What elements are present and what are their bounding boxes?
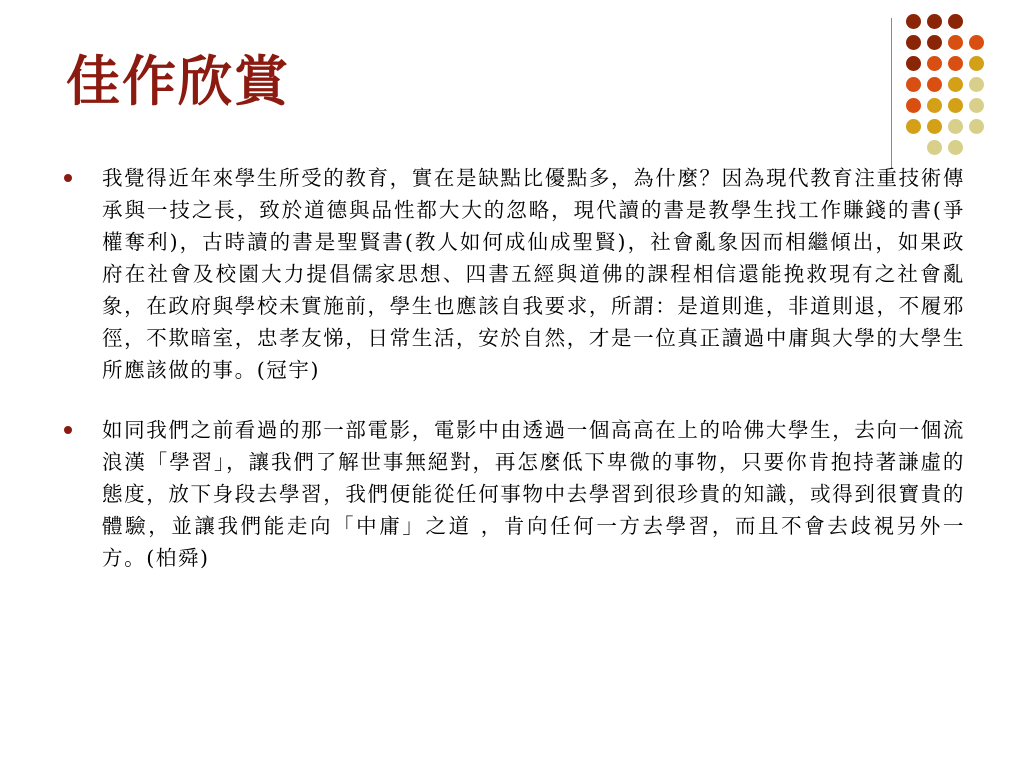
decorative-dot (927, 35, 942, 50)
decorative-dot (948, 35, 963, 50)
bullet-icon (64, 174, 72, 182)
decorative-dot (927, 77, 942, 92)
decorative-dot (948, 14, 963, 29)
decorative-dot (906, 56, 921, 71)
decorative-divider (891, 18, 892, 168)
bullet-item (60, 162, 965, 386)
decorative-dot (969, 56, 984, 71)
bullet-text: 如同我們之前看過的那一部電影，電影中由透過一個高高在上的哈佛大學生，去向一個流浪漢「學習」，讓我們了解世事無絕對，再怎麼低下卑微的事物，只要你肯抱持著謙虛的態度，放下身段去學習，我們便能從任何事物中去學習到很珍貴的知識，或得到很寶貴的體驗，並讓我們能走向「中庸」之道 ，肯向任何一方去學習，而且不會去歧視另外一方。(柏舜) (102, 418, 965, 570)
decorative-dot (969, 77, 984, 92)
decorative-dot (948, 98, 963, 113)
decorative-dot (948, 77, 963, 92)
decorative-dot (948, 56, 963, 71)
decorative-dot (927, 14, 942, 29)
decorative-dot-grid (906, 14, 1016, 164)
decorative-dot (948, 119, 963, 134)
bullet-item (60, 414, 965, 574)
decorative-dot (927, 56, 942, 71)
decorative-dot (969, 119, 984, 134)
decorative-dot (906, 35, 921, 50)
decorative-dot (927, 119, 942, 134)
decorative-dot (906, 119, 921, 134)
decorative-dot (927, 98, 942, 113)
decorative-dot (906, 98, 921, 113)
bullet-text: 我覺得近年來學生所受的教育，實在是缺點比優點多，為什麼？因為現代教育注重技術傳承與一技之長，致於道德與品性都大大的忽略，現代讀的書是教學生找工作賺錢的書(爭權奪利)，古時讀的書是聖賢書(教人如何成仙成聖賢)，社會亂象因而相繼傾出，如果政府在社會及校園大力提倡儒家思想、四書五經與道佛的課程相信還能挽救現有之社會亂象，在政府與學校未實施前，學生也應該自我要求，所謂：是道則進，非道則退，不履邪徑，不欺暗室，忠孝友悌，日常生活，安於自然，才是一位真正讀過中庸與大學的大學生所應該做的事。(冠宇) (102, 166, 965, 382)
slide-body (60, 162, 965, 574)
decorative-dot (969, 98, 984, 113)
decorative-dot (906, 77, 921, 92)
decorative-dot (969, 35, 984, 50)
slide-title: 佳作欣賞 (66, 49, 290, 113)
decorative-dot (906, 14, 921, 29)
decorative-dot (948, 140, 963, 155)
bullet-icon (64, 426, 72, 434)
decorative-dot (927, 140, 942, 155)
